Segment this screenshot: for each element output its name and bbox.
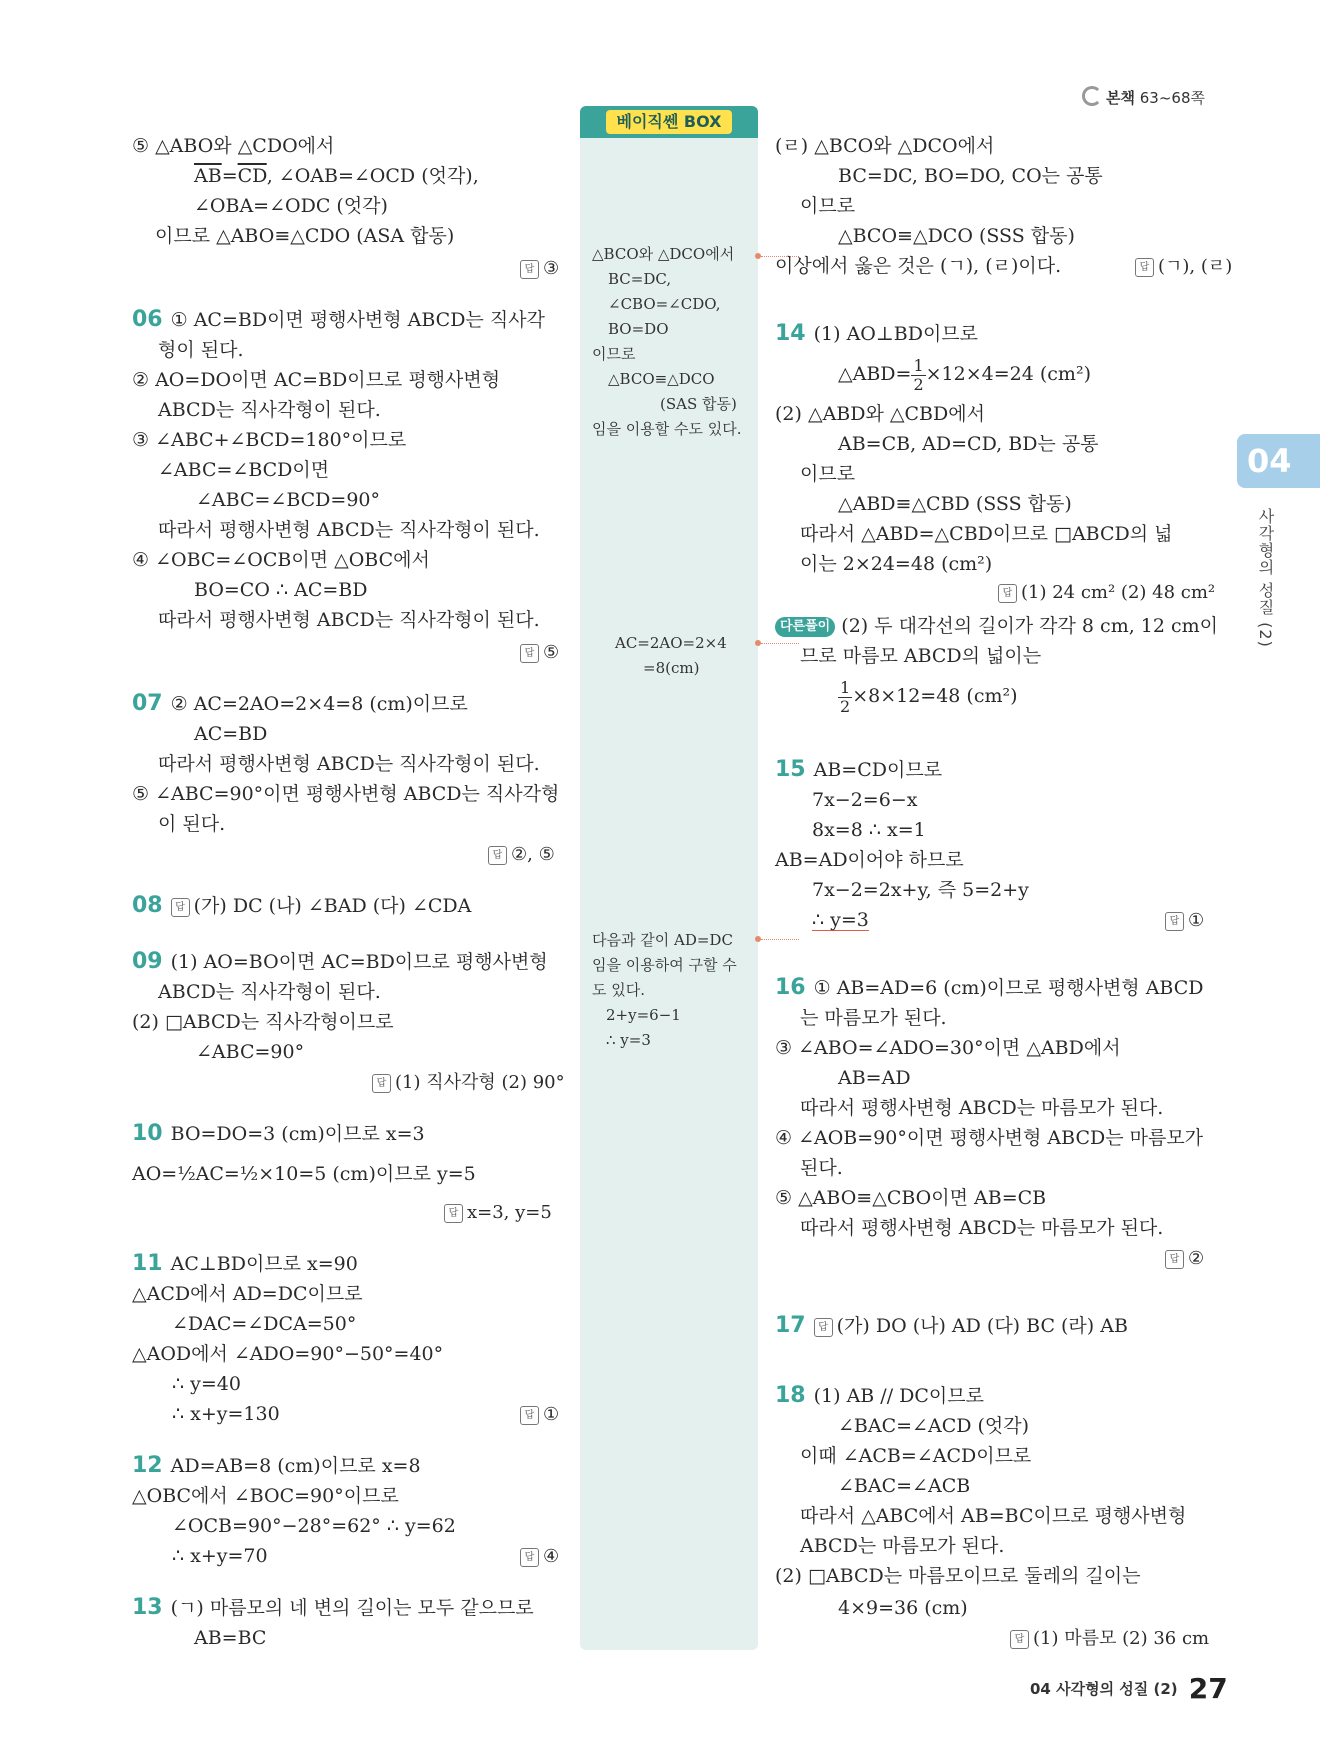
- answer-mark-icon: 답: [814, 1318, 833, 1337]
- text-line: BC=DC, BO=DO, CO는 공통: [838, 165, 1103, 187]
- sidebar-title: 베이직쎈 BOX: [606, 110, 732, 134]
- text-line: 따라서 △ABD=△CBD이므로 □ABCD의 넓: [800, 523, 1173, 545]
- text: (2) 두 대각선의 길이가 각각 8 cm, 12 cm이: [841, 615, 1219, 637]
- text-line: ∠ABC=90°: [196, 1041, 305, 1063]
- problem-07: [132, 690, 468, 718]
- text-line: [194, 162, 479, 190]
- answer-text: ①: [543, 1404, 560, 1425]
- sidebar-note-line: ∠CBO=∠CDO,: [608, 295, 721, 313]
- text-line: ⑤ △ABO와 △CDO에서: [132, 135, 335, 157]
- footer-chapter: 04 사각형의 성질 (2): [1030, 1680, 1178, 1698]
- text-line: ABCD는 직사각형이 된다.: [158, 399, 381, 421]
- answer-text: ②, ⑤: [511, 844, 555, 865]
- text-line: 이는 2×24=48 (cm²): [800, 553, 993, 575]
- text-line: ∠DAC=∠DCA=50°: [172, 1313, 357, 1335]
- text: (1) AO=BO이면 AC=BD이므로 평행사변형: [170, 951, 548, 973]
- answer-text: (1) 24 cm² (2) 48 cm²: [1021, 582, 1216, 603]
- page-reference: [1082, 86, 1205, 108]
- problem-18: [775, 1382, 984, 1410]
- answer-text: ②: [1188, 1248, 1205, 1269]
- text-line: 이므로: [800, 195, 856, 217]
- sidebar-note-line: 이므로: [592, 345, 636, 363]
- answer-13: [1135, 254, 1232, 280]
- text-line: △AOD에서 ∠ADO=90°−50°=40°: [132, 1343, 444, 1365]
- answer-text: (1) 마름모 (2) 36 cm: [1033, 1628, 1210, 1649]
- sidebar-note-line: BC=DC,: [608, 270, 672, 288]
- text-line: 7x−2=2x+y, 즉 5=2+y: [812, 879, 1029, 901]
- text: =: [221, 165, 238, 187]
- segment: $\overline{CD}$: [237, 165, 267, 187]
- text: △ABD=: [838, 363, 912, 385]
- text-line: (ㄹ) △BCO와 △DCO에서: [775, 135, 995, 157]
- sidebar-note-line: BO=DO: [608, 320, 669, 338]
- answer-15: [1165, 908, 1204, 934]
- answer-mark-icon: 답: [372, 1074, 391, 1093]
- problem-13: [132, 1594, 534, 1622]
- answer-text: (1) 직사각형 (2) 90°: [395, 1072, 565, 1093]
- sidebar-note-line: △BCO≡△DCO: [608, 370, 715, 388]
- text-line: 따라서 △ABC에서 AB=BC이므로 평행사변형: [800, 1505, 1187, 1527]
- text-line: 따라서 평행사변형 ABCD는 직사각형이 된다.: [158, 609, 540, 631]
- sidebar-note-line: △BCO와 △DCO에서: [592, 245, 735, 263]
- text-line: (2) □ABCD는 마름모이므로 둘레의 길이는: [775, 1565, 1141, 1587]
- problem-15: [775, 756, 942, 784]
- fraction-half: [911, 357, 925, 394]
- text-line: ② AO=DO이면 AC=BD이므로 평행사변형: [132, 369, 501, 391]
- fraction-half: [838, 679, 852, 716]
- problem-number: 16: [775, 975, 806, 1000]
- text-line: ∠BAC=∠ACD (엇각): [838, 1415, 1030, 1437]
- problem-number: 18: [775, 1383, 806, 1408]
- sidebar-header: [580, 106, 758, 138]
- text-line: ∠ABC=∠BCD=90°: [196, 489, 381, 511]
- segment: $\overline{AB}$: [194, 165, 222, 187]
- text-line: ∠BAC=∠ACB: [838, 1475, 971, 1497]
- text: (1) AO⊥BD이므로: [813, 323, 979, 345]
- answer-09: [372, 1070, 565, 1096]
- text-line: ④ ∠OBC=∠OCB이면 △OBC에서: [132, 549, 430, 571]
- answer-text: x=3, y=5: [467, 1202, 552, 1223]
- answer-text: ④: [543, 1546, 560, 1567]
- answer-12: [520, 1544, 559, 1570]
- answer-11: [520, 1402, 559, 1428]
- text: (ㄱ) 마름모의 네 변의 길이는 모두 같으므로: [170, 1597, 534, 1619]
- sidebar-note-line: =8(cm): [643, 659, 700, 677]
- sidebar-note-line: 다음과 같이 AD=DC: [592, 931, 733, 949]
- text-line: 따라서 평행사변형 ABCD는 직사각형이 된다.: [158, 519, 540, 541]
- answer-07: [488, 842, 555, 868]
- text: ∴ y=3: [812, 909, 869, 931]
- answer-mark-icon: 답: [488, 846, 507, 865]
- problem-number: 12: [132, 1453, 163, 1478]
- answer-mark-icon: 답: [520, 644, 539, 663]
- problem-09: [132, 948, 548, 976]
- text-line: ABCD는 직사각형이 된다.: [158, 981, 381, 1003]
- text-line: 이때 ∠ACB=∠ACD이므로: [800, 1445, 1032, 1467]
- text-line: AB=BC: [194, 1627, 267, 1649]
- text-line: AB=CB, AD=CD, BD는 공통: [838, 433, 1099, 455]
- numerator: 1: [913, 355, 924, 375]
- answer-16: [1165, 1246, 1204, 1272]
- problem-08: [132, 892, 471, 920]
- answer-mark-icon: 답: [998, 584, 1017, 603]
- answer-mark-icon: 답: [444, 1204, 463, 1223]
- text-line: 따라서 평행사변형 ABCD는 직사각형이 된다.: [158, 753, 540, 775]
- text-line: 4×9=36 (cm): [838, 1597, 968, 1619]
- text-line: (2) △ABD와 △CBD에서: [775, 403, 985, 425]
- problem-number: 08: [132, 893, 163, 918]
- answer-mark-icon: 답: [1010, 1630, 1029, 1649]
- chapter-tab: 04: [1237, 434, 1320, 488]
- text-line: ③ ∠ABC+∠BCD=180°이므로: [132, 429, 407, 451]
- problem-number: 14: [775, 321, 806, 346]
- ref-icon: [1082, 86, 1102, 106]
- connector-line: [761, 939, 799, 940]
- text-line: 형이 된다.: [158, 339, 244, 361]
- alt-solution-tag: 다른풀이: [775, 617, 835, 637]
- answer-mark-icon: 답: [520, 1406, 539, 1425]
- denominator: 2: [840, 696, 851, 716]
- answer-mark-icon: 답: [520, 260, 539, 279]
- answer-18: [1010, 1626, 1209, 1652]
- answer-text: (ㄱ), (ㄹ): [1158, 256, 1233, 277]
- text: ② AC=2AO=2×4=8 (cm)이므로: [170, 693, 468, 715]
- text-line: [838, 354, 1091, 394]
- ref-label: 본책: [1106, 89, 1135, 107]
- text-line: ⑤ ∠ABC=90°이면 평행사변형 ABCD는 직사각형: [132, 783, 560, 805]
- text-line: 따라서 평행사변형 ABCD는 마름모가 된다.: [800, 1217, 1164, 1239]
- text-line: ABCD는 마름모가 된다.: [800, 1535, 1005, 1557]
- ref-pages: 63~68쪽: [1139, 89, 1205, 107]
- problem-16: [775, 974, 1204, 1002]
- text: BO=DO=3 (cm)이므로 x=3: [170, 1123, 425, 1145]
- text-line: ∠ABC=∠BCD이면: [158, 459, 330, 481]
- text: (1) AB // DC이므로: [813, 1385, 984, 1407]
- text-line: △OBC에서 ∠BOC=90°이므로: [132, 1485, 399, 1507]
- text-line: ③ ∠ABO=∠ADO=30°이면 △ABD에서: [775, 1037, 1121, 1059]
- problem-number: 17: [775, 1313, 806, 1338]
- answer-mark-icon: 답: [1135, 258, 1154, 277]
- answer-mark-icon: 답: [1165, 912, 1184, 931]
- page-footer: [1030, 1672, 1228, 1705]
- problem-06: [132, 306, 545, 334]
- answer-10: [444, 1200, 552, 1226]
- text-line: AB=AD이어야 하므로: [775, 849, 964, 871]
- text-line: 8x=8 ∴ x=1: [812, 819, 926, 841]
- text: AD=AB=8 (cm)이므로 x=8: [170, 1455, 421, 1477]
- text: ① AB=AD=6 (cm)이므로 평행사변형 ABCD: [813, 977, 1204, 999]
- problem-number: 13: [132, 1595, 163, 1620]
- text-line: 이 된다.: [158, 813, 226, 835]
- sidebar-note-line: 임을 이용할 수도 있다.: [592, 420, 742, 438]
- text-line: BO=CO ∴ AC=BD: [194, 579, 368, 601]
- text-line: AO=½AC=½×10=5 (cm)이므로 y=5: [132, 1163, 476, 1185]
- sidebar-note-line: 도 있다.: [592, 981, 646, 999]
- text-line: 이므로 △ABO≡△CDO (ASA 합동): [155, 225, 455, 247]
- answer-05: [520, 256, 559, 282]
- problem-17: [775, 1312, 1128, 1340]
- text-line: 7x−2=6−x: [812, 789, 918, 811]
- numerator: 1: [840, 677, 851, 697]
- text-line: [838, 676, 1018, 716]
- text-line: ∴ y=40: [172, 1373, 241, 1395]
- answer-mark-icon: 답: [1165, 1250, 1184, 1269]
- text: (가) DC (나) ∠BAD (다) ∠CDA: [193, 895, 472, 917]
- problem-number: 11: [132, 1251, 163, 1276]
- text-line: AC=BD: [194, 723, 268, 745]
- text: , ∠OAB=∠OCD (엇각),: [266, 165, 479, 187]
- answer-text: ①: [1188, 910, 1205, 931]
- connector-line: [761, 643, 799, 644]
- sidebar-note-line: ∴ y=3: [606, 1031, 651, 1049]
- text: ×8×12=48 (cm²): [852, 685, 1018, 707]
- text: AB=CD이므로: [813, 759, 943, 781]
- text-line: 므로 마름모 ABCD의 넓이는: [800, 645, 1042, 667]
- answer-mark-icon: 답: [520, 1548, 539, 1567]
- sidebar-note-line: (SAS 합동): [660, 395, 737, 413]
- text-line: ⑤ △ABO≡△CBO이면 AB=CB: [775, 1187, 1047, 1209]
- problem-number: 09: [132, 949, 163, 974]
- sidebar-note-line: 임을 이용하여 구할 수: [592, 956, 737, 974]
- problem-12: [132, 1452, 421, 1480]
- text-line: ④ ∠AOB=90°이면 평행사변형 ABCD는 마름모가: [775, 1127, 1204, 1149]
- text-line: △ABD≡△CBD (SSS 합동): [838, 493, 1072, 515]
- problem-number: 10: [132, 1121, 163, 1146]
- text-line: AB=AD: [838, 1067, 911, 1089]
- answer-06: [520, 640, 559, 666]
- text-line: [812, 906, 869, 934]
- text-line: ∠OCB=90°−28°=62° ∴ y=62: [172, 1515, 456, 1537]
- sidebar-note-line: AC=2AO=2×4: [615, 634, 727, 652]
- text: AC⊥BD이므로 x=90: [170, 1253, 358, 1275]
- text-line: ∴ x+y=130: [172, 1403, 280, 1425]
- answer-text: ③: [543, 258, 560, 279]
- problem-10: [132, 1120, 425, 1148]
- problem-11: [132, 1250, 358, 1278]
- text-line: 는 마름모가 된다.: [800, 1007, 947, 1029]
- text-line: △BCO≡△DCO (SSS 합동): [838, 225, 1075, 247]
- page-number: 27: [1188, 1672, 1228, 1705]
- answer-mark-icon: 답: [171, 898, 190, 917]
- denominator: 2: [913, 374, 924, 394]
- problem-14: [775, 320, 978, 348]
- sidebar-note-line: 2+y=6−1: [606, 1006, 681, 1024]
- text-line: 따라서 평행사변형 ABCD는 마름모가 된다.: [800, 1097, 1164, 1119]
- text-line: ∴ x+y=70: [172, 1545, 268, 1567]
- chapter-title-vertical: 사각형의 성질 (2): [1256, 508, 1275, 648]
- text-line: ∠OBA=∠ODC (엇각): [194, 195, 388, 217]
- text: ×12×4=24 (cm²): [925, 363, 1091, 385]
- problem-number: 15: [775, 757, 806, 782]
- text: ① AC=BD이면 평행사변형 ABCD는 직사각: [170, 309, 545, 331]
- answer-text: ⑤: [543, 642, 560, 663]
- alt-solution: [775, 612, 1218, 640]
- text-line: 이상에서 옳은 것은 (ㄱ), (ㄹ)이다.: [775, 255, 1062, 277]
- problem-number: 07: [132, 691, 163, 716]
- problem-number: 06: [132, 307, 163, 332]
- text-line: △ACD에서 AD=DC이므로: [132, 1283, 363, 1305]
- answer-14: [998, 580, 1215, 606]
- text-line: 된다.: [800, 1157, 843, 1179]
- text-line: (2) □ABCD는 직사각형이므로: [132, 1011, 394, 1033]
- text-line: 이므로: [800, 463, 856, 485]
- text: (가) DO (나) AD (다) BC (라) AB: [836, 1315, 1128, 1337]
